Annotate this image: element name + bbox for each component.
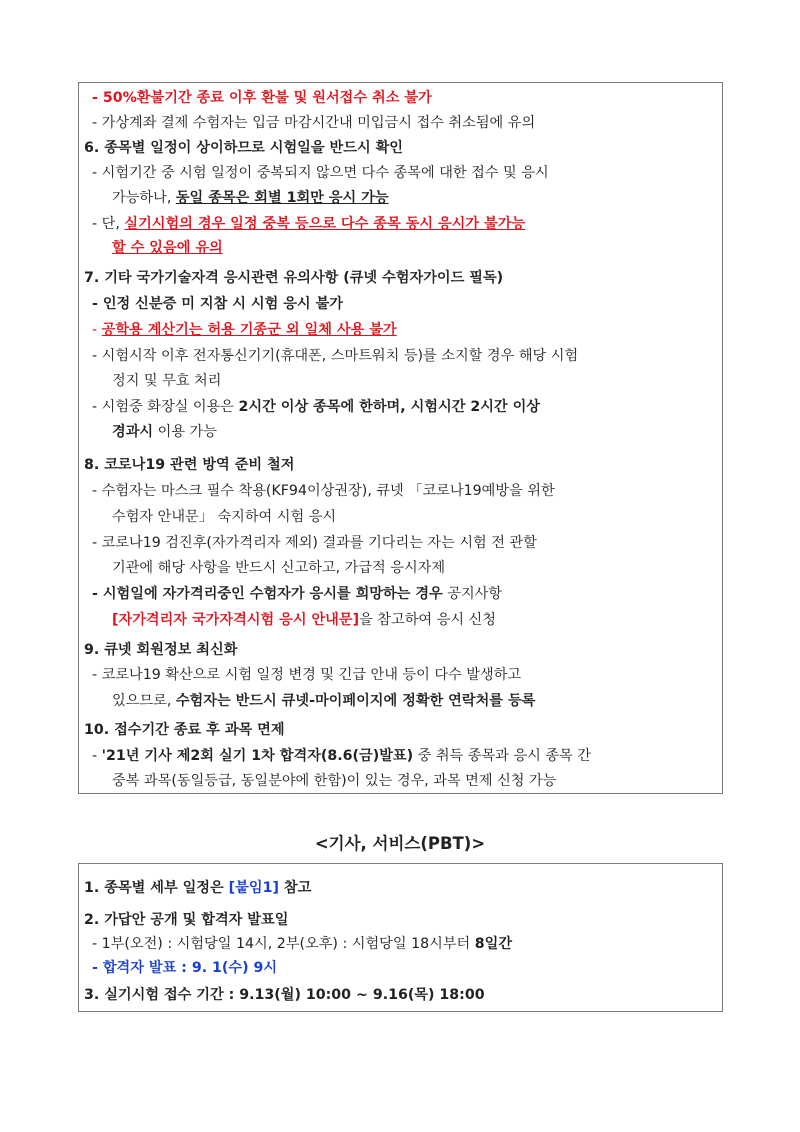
pass-announcement [92,958,277,978]
item-6-heading: 6. 종목별 일정이 상이하므로 시험일을 반드시 확인 [84,140,404,156]
contact-register-instruction: 수험자는 반드시 큐넷-마이페이지에 정확한 연락처를 등록 [175,693,536,709]
mask-notice: - 수험자는 마스크 필수 착용(KF94이상권장), 큐넷 「코로나19예방을 위한 [92,483,555,499]
quarantine-notice [92,584,502,604]
item-9-heading: 9. 큐넷 회원정보 최신화 [84,642,238,658]
id-card-notice: - 인정 신분증 미 지참 시 시험 응시 불가 [92,296,343,312]
item-8-heading: 8. 코로나19 관련 방역 준비 철저 [84,457,295,473]
test-result-notice: - 코로나19 검진후(자가격리자 제외) 결과를 기다리는 자는 시험 전 관할 [92,535,537,551]
pbt-section-title: <기사, 서비스(PBT)> [314,834,486,853]
calculator-notice-prefix: - [92,322,102,338]
exemption-notice [92,746,591,766]
quarantine-condition: - 시험일에 자가격리중인 수험자가 응시를 희망하는 경우 [92,586,443,602]
answer-release-duration: 8일간 [474,936,513,952]
quarantine-notice-suffix: 공지사항 [442,586,503,602]
quarantine-guide-link[interactable]: [자가격리자 국가자격시험 응시 안내문] [112,612,360,628]
pbt-item-1 [84,878,311,898]
answer-release-times [92,934,512,954]
attachment-1-link[interactable]: [붙임1] [228,880,279,896]
pbt-item-2: 2. 가답안 공개 및 합격자 발표일 [84,912,289,928]
contact-update-prefix: 있으므로, [112,693,176,709]
item-6-text-a: - 시험기간 중 시험 일정이 중복되지 않으면 다수 종목에 대한 접수 및 응시 [92,165,549,181]
device-notice: - 시험시작 이후 전자통신기기(휴대폰, 스마트워치 등)를 소지할 경우 해당 시험 [92,348,579,364]
restroom-notice [92,397,540,417]
refund-notice: - 50%환불기간 종료 이후 환불 및 원서접수 취소 불가 [92,90,432,106]
item-6-text-c [92,214,525,234]
answer-release-times-prefix: - 1부(오전) : 시험당일 14시, 2부(오후) : 시험당일 18시부터 [92,936,475,952]
same-item-once-note: 동일 종목은 회별 1회만 응시 가능 [175,190,389,206]
quarantine-notice-cont-suffix: 을 참고하여 응시 신청 [359,612,496,628]
restroom-notice-cont [112,422,217,442]
restroom-notice-prefix: - 시험중 화장실 이용은 [92,399,239,415]
test-result-notice-cont: 기관에 해당 사항을 반드시 신고하고, 가급적 응시자제 [112,560,446,576]
pbt-item-3: 3. 실기시험 접수 기간 : 9.13(월) 10:00 ~ 9.16(목) 18:00 [84,987,485,1003]
exemption-notice-prefix: - [92,748,102,764]
contact-update-notice-cont [112,691,535,711]
practical-exam-warning-cont: 할 수 있음에 유의 [112,240,223,256]
pass-announcement-date: 합격자 발표 : 9. 1(수) 9시 [102,960,278,976]
item-6-text-c-prefix: - 단, [92,216,125,232]
item-10-heading: 10. 접수기간 종료 후 과목 면제 [84,722,285,738]
item-7-heading: 7. 기타 국가기술자격 응시관련 유의사항 (큐넷 수험자가이드 필독) [84,270,504,286]
item-6-text-b-prefix: 가능하나, [112,190,176,206]
restroom-notice-suffix: 이용 가능 [153,424,217,440]
quarantine-notice-cont [112,610,496,630]
calculator-restriction: 공학용 계산기는 허용 기종군 외 일체 사용 불가 [101,322,397,338]
first-pass-group: '21년 기사 제2회 실기 1차 합격자(8.6(금)발표) [101,748,414,764]
device-notice-cont: 정지 및 무효 처리 [112,373,222,389]
contact-update-notice: - 코로나19 확산으로 시험 일정 변경 및 긴급 안내 등이 다수 발생하고 [92,667,522,683]
calculator-notice [92,320,397,340]
pbt-item-1-suffix: 참고 [278,880,312,896]
item-6-text-b [112,188,389,208]
virtual-account-notice: - 가상계좌 결제 수험자는 입금 마감시간내 미입금시 접수 취소됨에 유의 [92,115,536,131]
restroom-elapsed: 경과시 [112,424,154,440]
pass-announcement-prefix: - [92,960,103,976]
pbt-item-1-prefix: 1. 종목별 세부 일정은 [84,880,229,896]
exemption-notice-suffix: 중 취득 종목과 응시 종목 간 [413,748,591,764]
practical-exam-warning: 실기시험의 경우 일정 중복 등으로 다수 종목 동시 응시가 불가능 [124,216,526,232]
mask-notice-cont: 수험자 안내문」 숙지하여 시험 응시 [112,509,337,525]
restroom-condition: 2시간 이상 종목에 한하며, 시험시간 2시간 이상 [238,399,540,415]
exemption-notice-cont: 중복 과목(동일등급, 동일분야에 한함)이 있는 경우, 과목 면제 신청 가능 [112,773,557,789]
